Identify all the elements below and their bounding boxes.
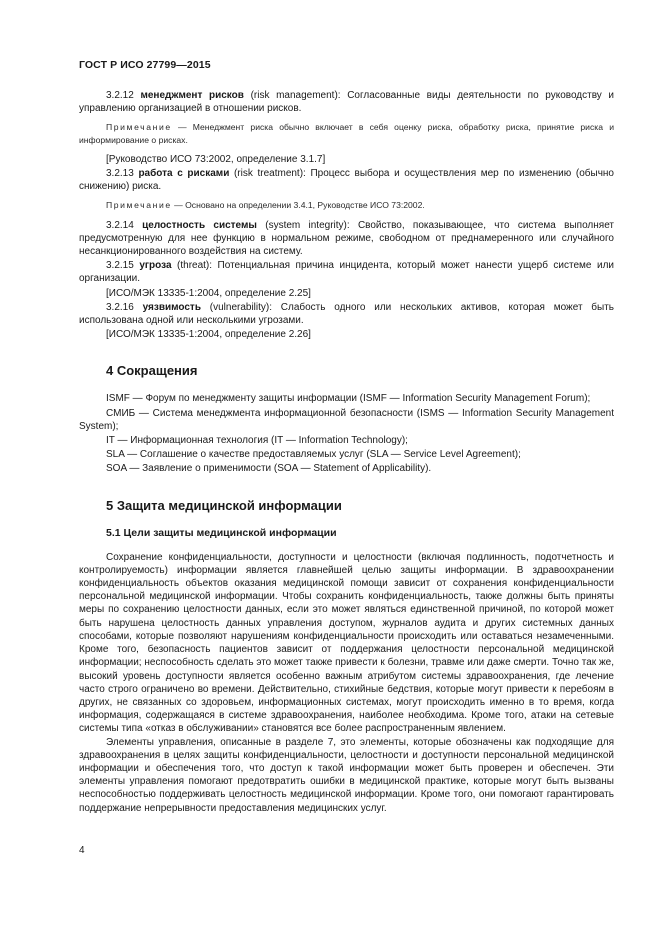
term: работа с рисками bbox=[138, 168, 230, 180]
page-content bbox=[79, 89, 614, 815]
abbreviation-item: IT — Информационная технология (IT — Information Technology); bbox=[106, 435, 408, 447]
page-number: 4 bbox=[79, 845, 85, 856]
section-5-heading: 5 Защита медицинской информации bbox=[106, 497, 342, 513]
reference: [ИСО/МЭК 13335-1:2004, определение 2.25] bbox=[106, 287, 311, 299]
subsection-5-1-heading: 5.1 Цели защиты медицинской информации bbox=[106, 526, 337, 539]
abbreviation-item: SOA — Заявление о применимости (SOA — Statement of Applicability). bbox=[106, 463, 432, 475]
body-paragraph: Элементы управления, описанные в разделе 7, это элементы, которые обозначены как подходящие для здравоохранения в целях защиты конфиденциальности, целостности и доступности персональной медицинской информации и обеспечения того, что доступ к такой информации может быть проверен и обеспечен. Эти элементы управления помогают предотвратить ошибки в медицинской практике, которые могут быть вызваны неспособностью поддерживать целостность медицинской информации. Кроме того, они помогают гарантировать поддержание непрерывности предоставления медицинских услуг. bbox=[79, 736, 614, 814]
definition-3-2-16: 3.2.16 уязвимость (vulnerability): Слабость одного или нескольких активов, которая может быть использована одной или несколькими угрозами. bbox=[79, 301, 615, 327]
term: менеджмент рисков bbox=[140, 90, 244, 101]
reference: [Руководство ИСО 73:2002, определение 3.1.7] bbox=[106, 153, 326, 165]
definition-3-2-14: 3.2.14 целостность системы (system integrity): Свойство, показывающее, что система выполняет предусмотренную для нее функцию в нормальном режиме, свободном от преднамеренного или случайного несанкционированного воздействия на систему. bbox=[79, 219, 615, 258]
note: Примечание — Менеджмент риска обычно включает в себя оценку риска, обработку риска, принятие риска и информирование о рисках. bbox=[79, 122, 615, 145]
abbreviation-item: SLA — Соглашение о качестве предоставляемых услуг (SLA — Service Level Agreement); bbox=[106, 449, 521, 461]
document-header: ГОСТ Р ИСО 27799—2015 bbox=[79, 59, 211, 71]
definition-3-2-15: 3.2.15 угроза (threat): Потенциальная причина инцидента, который может нанести ущерб системе или организации. bbox=[79, 260, 614, 285]
abbreviation-item: ISMF — Форум по менеджменту защиты информации (ISMF — Information Security Management Forum); bbox=[106, 393, 591, 405]
reference: [ИСО/МЭК 13335-1:2004, определение 2.26] bbox=[106, 329, 311, 341]
section-4-heading: 4 Сокращения bbox=[106, 363, 198, 379]
note: Примечание — Основано на определении 3.4.1, Руководстве ИСО 73:2002. bbox=[106, 200, 425, 211]
term: угроза bbox=[139, 260, 172, 272]
definition-3-2-13: 3.2.13 работа с рисками (risk treatment): Процесс выбора и осуществления мер по изменению (обычно снижению) риска. bbox=[79, 168, 614, 193]
term: целостность системы bbox=[142, 219, 257, 231]
body-paragraph: Сохранение конфиденциальности, доступности и целостности (включая подлинность, подотчетность и контролируемость) информации является главнейшей целью защиты информации. В здравоохранении конфиденциальность объектов оказания медицинской помощи зависит от сохранения конфиденциальности персональной медицинской информации. Чтобы сохранить конфиденциальность, также должны быть приняты меры по сохранению целостности данных, если это может являться единственной причиной, по которой может быть нарушена целостность данных управления доступом, журналов аудита и других системных данных способами, которые позволяют нарушениям конфиденциальности происходить или оставаться незамеченными. Кроме того, безопасность пациентов зависит от поддержания целостности персональной медицинской информации; неспособность сделать это может также привести к болезни, травме или даже смерти. Точно так же, высокий уровень доступности является особенно важным атрибутом системы здравоохранения, где лечение часто строго ограничено во времени. Действительно, стихийные бедствия, которые могут привести к перебоям в других, не связанных со здоровьем, информационных системах, могут происходить именно в то время, когда информация, содержащаяся в системе здравоохранения, наиболее необходима. Кроме того, атаки на сетевые системы типа «отказ в обслуживании» становятся все более распространенным явлением. bbox=[79, 551, 614, 735]
term: уязвимость bbox=[142, 301, 201, 313]
definition-3-2-12: 3.2.12 менеджмент рисков (risk management): Согласованные виды деятельности по руководству и управлению организацией в отношении рисков. bbox=[79, 90, 615, 115]
abbreviation-item: СМИБ — Система менеджмента информационной безопасности (ISMS — Information Security Management System); bbox=[79, 407, 614, 432]
